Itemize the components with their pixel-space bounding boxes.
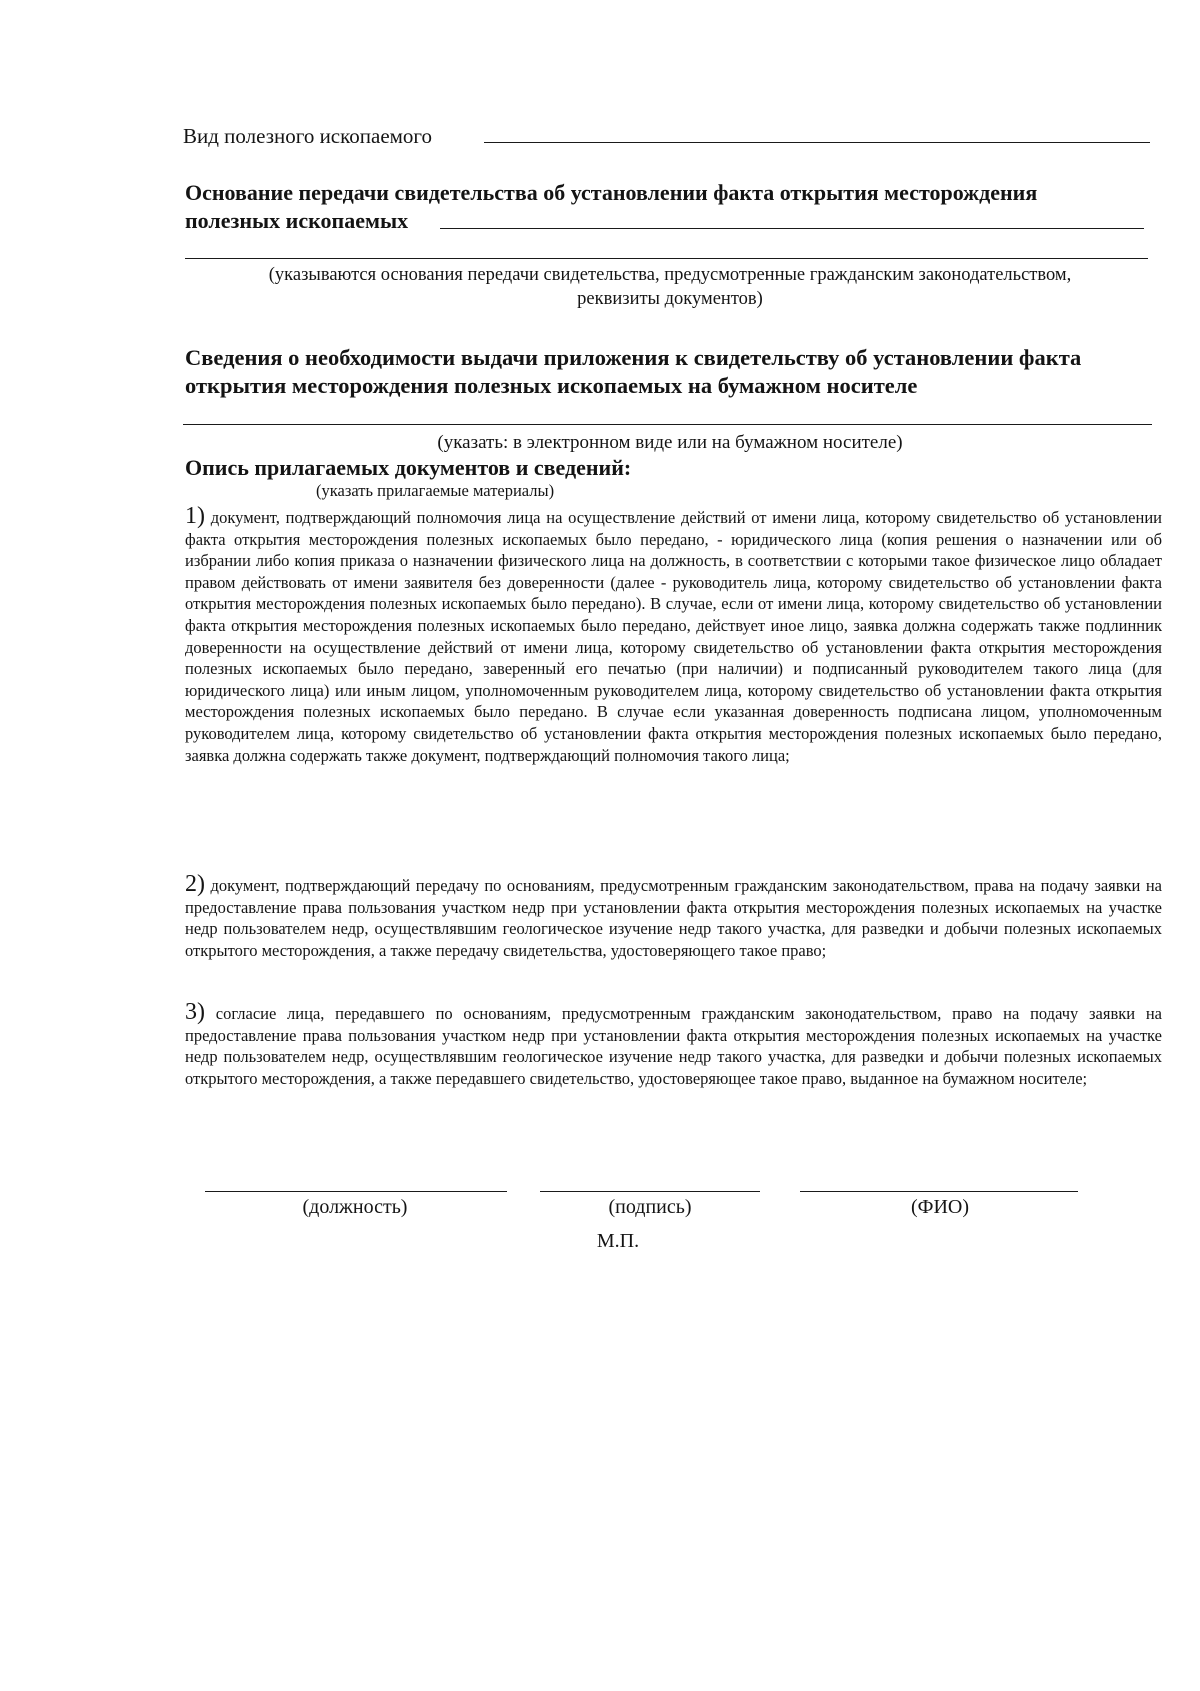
transfer-basis-caption-line1: (указываются основания передачи свидетельства, предусмотренные гражданским законодательством, (268, 265, 1072, 285)
mineral-type-field[interactable] (484, 142, 1150, 143)
position-field[interactable] (205, 1191, 507, 1192)
paper-appendix-title-line2: открытия месторождения полезных ископаемых на бумажном носителе (185, 373, 918, 398)
paper-appendix-field[interactable] (183, 424, 1152, 425)
signature-field[interactable] (540, 1191, 760, 1192)
transfer-basis-field[interactable] (440, 228, 1144, 229)
inventory-item-2-number: 2) (185, 871, 205, 897)
paper-appendix-title-line1: Сведения о необходимости выдачи приложения к свидетельству об установлении факта (185, 345, 1082, 370)
signature-caption: (подпись) (608, 1196, 692, 1218)
inventory-item-1-number: 1) (185, 503, 205, 529)
inventory-subcaption: (указать прилагаемые материалы) (316, 481, 555, 500)
name-caption: (ФИО) (910, 1196, 969, 1218)
inventory-heading: Опись прилагаемых документов и сведений: (185, 455, 632, 480)
name-field[interactable] (800, 1191, 1078, 1192)
inventory-item-3 (185, 999, 1163, 1089)
transfer-basis-caption-line2: реквизиты документов) (577, 289, 763, 309)
paper-appendix-caption: (указать: в электронном виде или на бумажном носителе) (437, 432, 903, 453)
inventory-item-3-number: 3) (185, 999, 205, 1025)
transfer-basis-title-line1: Основание передачи свидетельства об установлении факта открытия месторождения (185, 180, 1038, 205)
transfer-basis-title-line2: полезных ископаемых (185, 208, 409, 233)
position-caption: (должность) (302, 1196, 408, 1218)
transfer-basis-field-second-line[interactable] (185, 258, 1148, 259)
stamp-placeholder: М.П. (596, 1230, 640, 1252)
inventory-item-1 (185, 503, 1162, 766)
inventory-item-2-text: документ, подтверждающий передачу по основаниям, предусмотренным гражданским законодательством, права на подачу заявки на предоставление права пользования участком недр при установлении факта открытия месторождения полезных ископаемых на участке недр пользователем недр, осуществлявшим геологическое изучение недр такого участка, для разведки и добычи полезных ископаемых открытого месторождения, а также передачу свидетельства, удостоверяющего такое право; (185, 876, 1162, 960)
inventory-item-3-text: согласие лица, передавшего по основаниям, предусмотренным гражданским законодательством, право на подачу заявки на предоставление права пользования участком недр при установлении факта открытия месторождения полезных ископаемых на участке недр пользователем недр, осуществлявшим геологическое изучение недр такого участка, для разведки и добычи полезных ископаемых открытого месторождения, а также передавшего свидетельство, удостоверяющее такое право, выданное на бумажном носителе; (185, 1004, 1163, 1088)
mineral-type-label: Вид полезного ископаемого (183, 124, 433, 148)
inventory-item-1-text: документ, подтверждающий полномочия лица на осуществление действий от имени лица, которому свидетельство об установлении факта открытия месторождения полезных ископаемых было передано, - юридического лица (копия решения о назначении или об избрании либо копия приказа о назначении физического лица на должность, в соответствии с которыми такое физическое лицо обладает правом действовать от имени заявителя без доверенности (далее - руководитель лица, которому свидетельство об установлении факта открытия месторождения полезных ископаемых было передано). В случае, если от имени лица, которому свидетельство об установлении факта открытия месторождения полезных ископаемых было передано, действует иное лицо, заявка должна содержать также подлинник доверенности на осуществление действий от имени лица, которому свидетельство об установлении факта открытия месторождения полезных ископаемых было передано, заверенный его печатью (при наличии) и подписанный руководителем такого лица (для юридического лица) или иным лицом, уполномоченным руководителем лица, которому свидетельство об установлении факта открытия месторождения полезных ископаемых было передано. В случае если указанная доверенность подписана лицом, уполномоченным руководителем лица, которому свидетельство об установлении факта открытия месторождения полезных ископаемых было передано, заявка должна содержать также документ, подтверждающий полномочия такого лица; (185, 508, 1162, 765)
inventory-item-2 (185, 871, 1162, 961)
